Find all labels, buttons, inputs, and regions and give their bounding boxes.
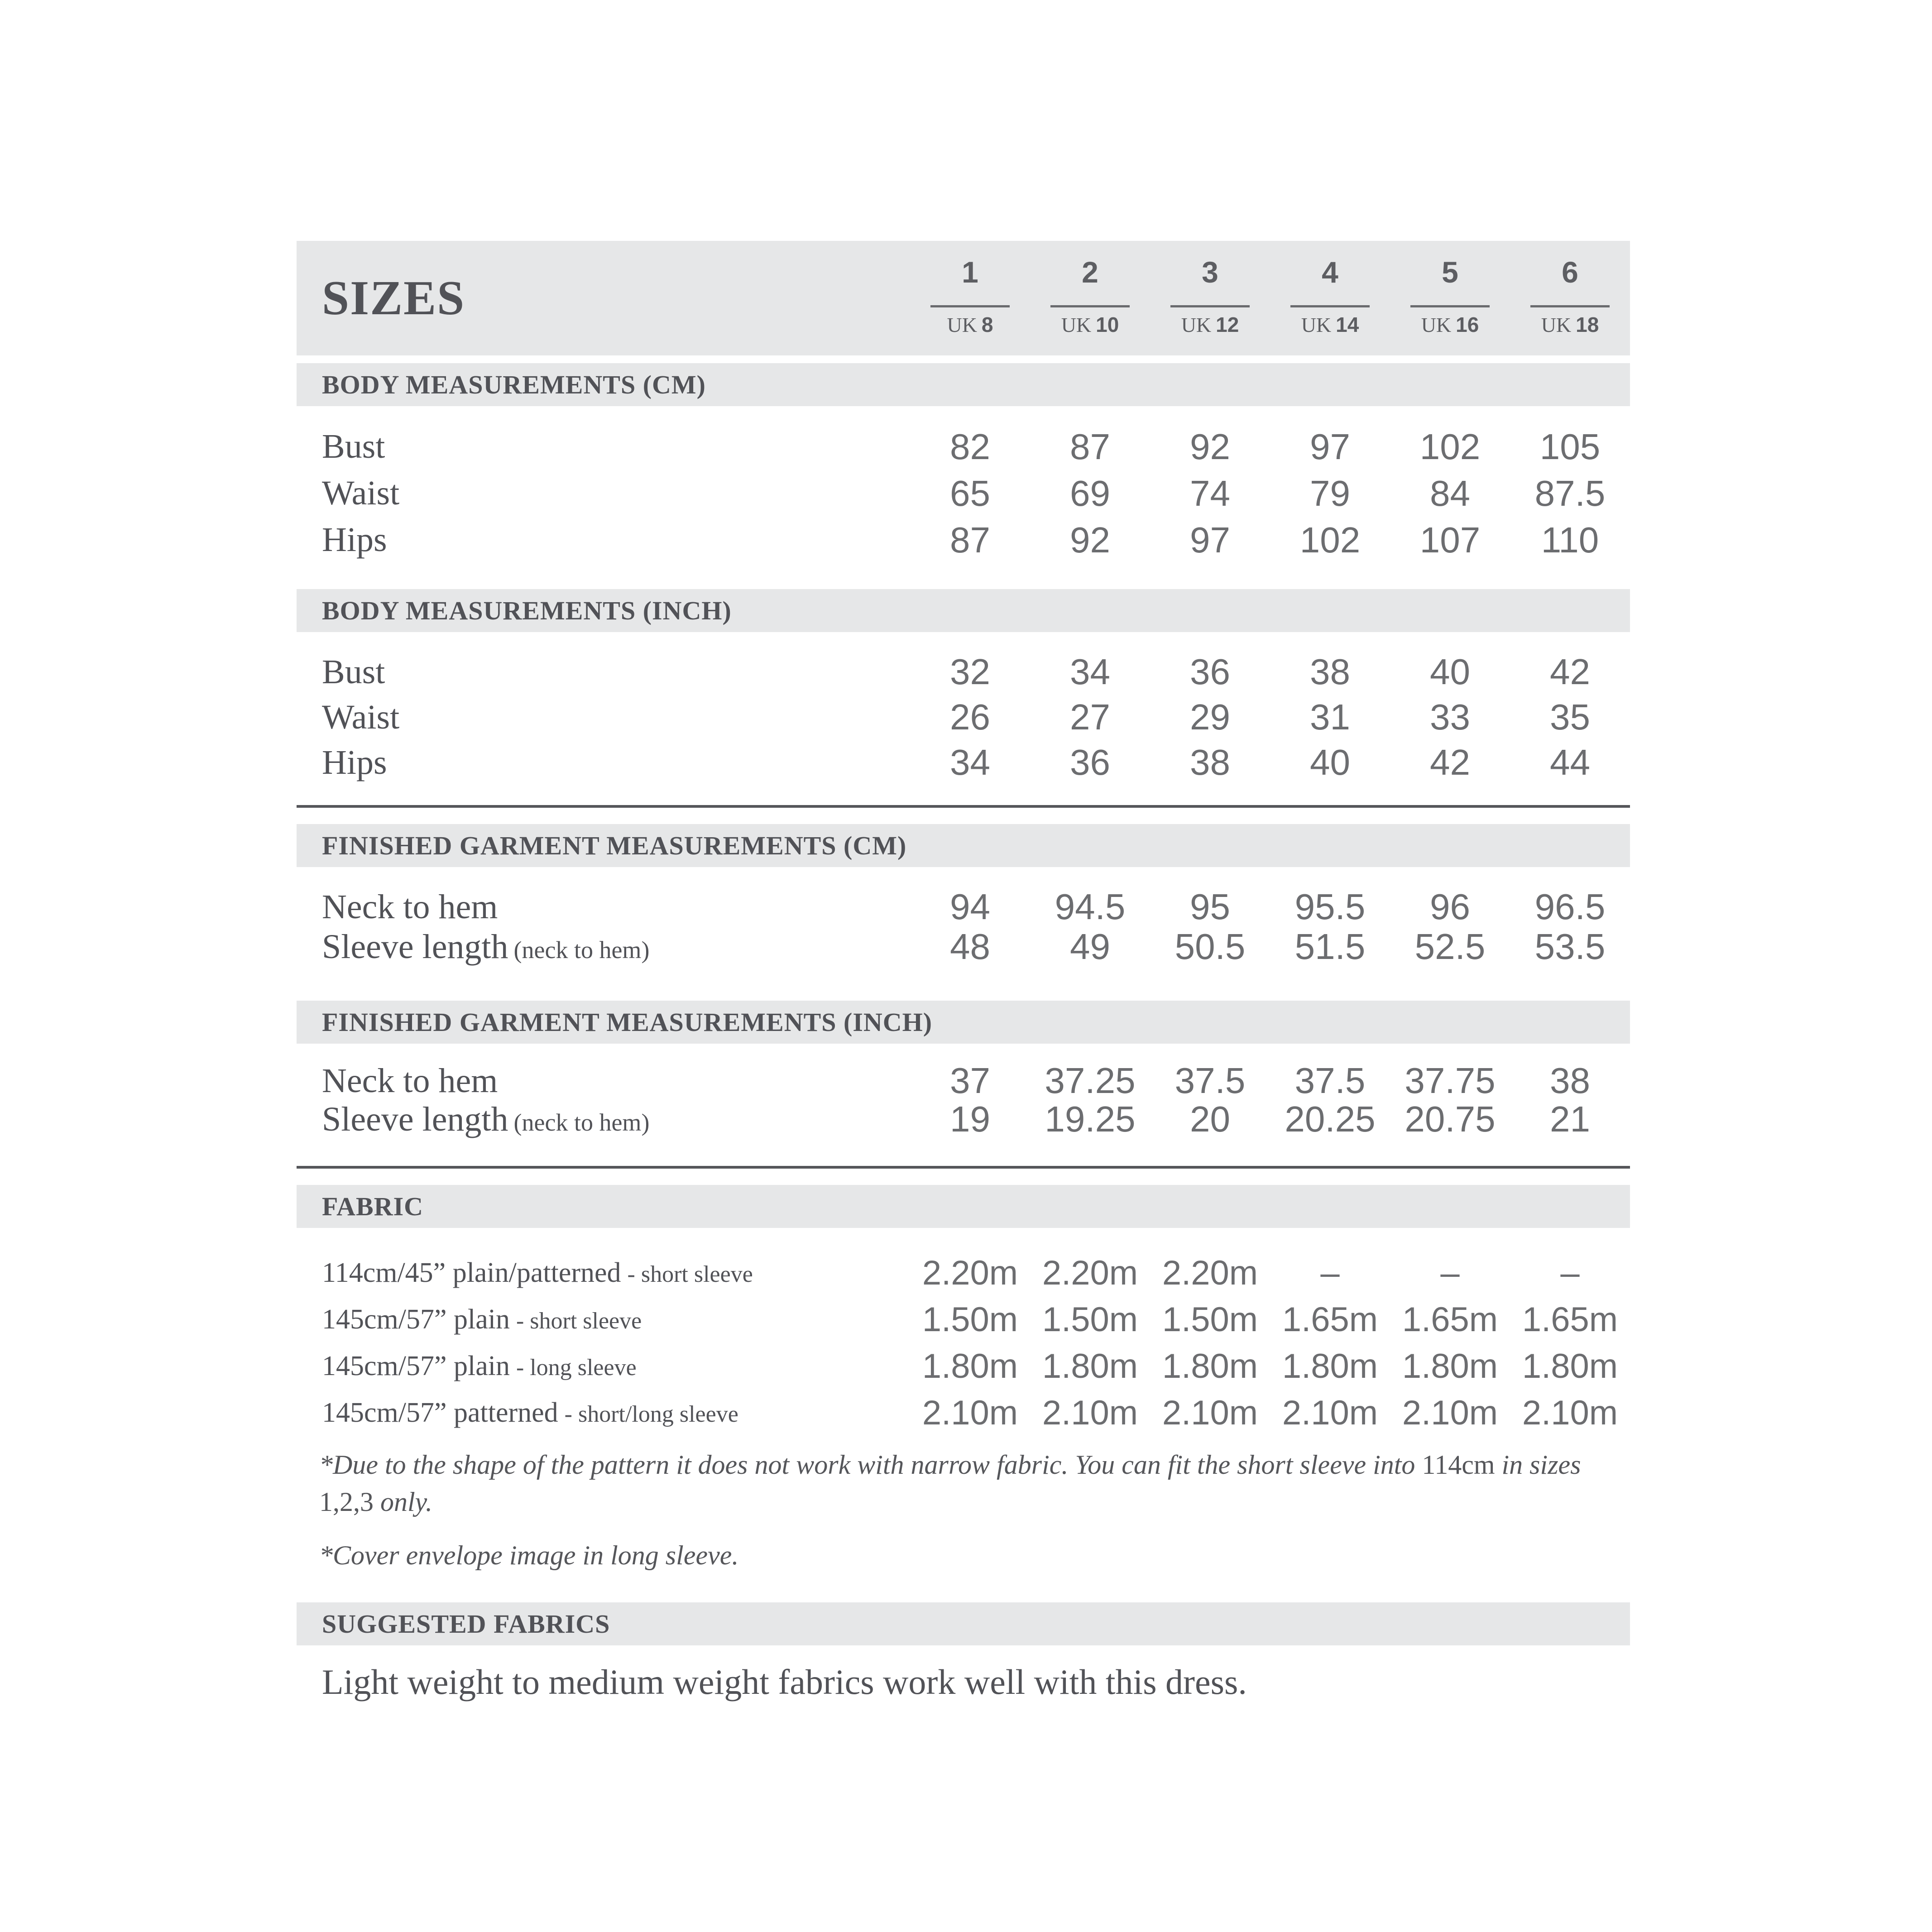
size-chart-content [297, 241, 1630, 1702]
table-row-neck-to-hem-cm [297, 886, 1630, 926]
table-row-sleeve-length-cm [297, 926, 1630, 966]
fabric-label-sub: - short sleeve [516, 1308, 642, 1334]
size-column-3 [1150, 241, 1270, 355]
note-segment: only. [374, 1487, 432, 1517]
size-underline [930, 305, 1010, 307]
row-label [297, 1061, 910, 1101]
row-label-text: Sleeve length [322, 1100, 508, 1138]
cell-value: 82 [950, 426, 990, 467]
cell-value: 2.20m [1042, 1254, 1138, 1292]
size-column-5 [1390, 241, 1510, 355]
size-number: 1 [962, 255, 978, 289]
cell-value: 52.5 [1414, 926, 1486, 967]
uk-size-number: 18 [1576, 313, 1599, 336]
size-underline [1410, 305, 1490, 307]
uk-prefix: UK [1061, 313, 1092, 336]
cell-value: 37 [950, 1060, 990, 1101]
cell-value: – [1320, 1254, 1340, 1292]
cell-value: 37.75 [1405, 1060, 1496, 1101]
table-row-hips-cm [297, 517, 1630, 563]
fabric-label-main: 114cm/45” plain/patterned [322, 1257, 621, 1288]
fabric-label-sub: - long sleeve [516, 1355, 637, 1381]
cell-value: 95.5 [1294, 887, 1366, 927]
fabric-label-sub: - short sleeve [627, 1261, 753, 1287]
cell-value: 50.5 [1175, 926, 1246, 967]
uk-prefix: UK [1421, 313, 1452, 336]
cell-value: 1.65m [1282, 1300, 1378, 1339]
cell-value: 2.10m [1522, 1394, 1618, 1432]
row-label: Bust [322, 652, 385, 691]
cell-value: 36 [1070, 742, 1110, 782]
cell-value: 32 [950, 652, 990, 692]
section-band-fgm-cm [297, 824, 1630, 867]
table-row-fabric-114-short [297, 1250, 1630, 1296]
cell-value: 74 [1190, 473, 1230, 513]
size-underline [1050, 305, 1130, 307]
cell-value: 35 [1550, 697, 1590, 737]
cell-value: 29 [1190, 697, 1230, 737]
cell-value: 102 [1299, 519, 1361, 560]
section-heading-fgm-cm: FINISHED GARMENT MEASUREMENTS (CM) [322, 831, 907, 860]
cell-value: 1.80m [1042, 1347, 1138, 1385]
cell-value: 2.20m [922, 1254, 1018, 1292]
cell-value: – [1560, 1254, 1580, 1292]
row-label: Waist [322, 698, 400, 736]
uk-prefix: UK [1181, 313, 1212, 336]
divider-rule [297, 805, 1630, 808]
cell-value: 97 [1310, 426, 1350, 467]
cell-value: 38 [1190, 742, 1230, 782]
cell-value: 1.80m [1162, 1347, 1258, 1385]
uk-size-label [1541, 314, 1599, 336]
table-row-fabric-145-plain-long [297, 1343, 1630, 1390]
cell-value: 40 [1310, 742, 1350, 782]
cell-value: 1.65m [1402, 1300, 1498, 1339]
cell-value: – [1440, 1254, 1460, 1292]
cell-value: 27 [1070, 697, 1110, 737]
cell-value: 1.50m [1162, 1300, 1258, 1339]
cell-value: 96 [1430, 887, 1470, 927]
row-label-note: (neck to hem) [513, 936, 650, 964]
section-band-body-cm [297, 363, 1630, 406]
section-heading-suggested-fabrics: SUGGESTED FABRICS [322, 1609, 610, 1639]
table-row-bust-cm [297, 423, 1630, 470]
row-label [297, 927, 910, 967]
size-column-4 [1270, 241, 1390, 355]
fgm-inch-rows [297, 1044, 1630, 1137]
cell-value: 34 [1070, 652, 1110, 692]
row-label [297, 1257, 910, 1289]
cell-value: 40 [1430, 652, 1470, 692]
size-underline [1290, 305, 1370, 307]
cell-value: 87.5 [1534, 473, 1606, 513]
cell-value: 1.50m [1042, 1300, 1138, 1339]
fabric-label-sub: - short/long sleeve [564, 1401, 738, 1427]
row-label-text: Sleeve length [322, 927, 508, 966]
cell-value: 2.20m [1162, 1254, 1258, 1292]
uk-size-label [1061, 314, 1119, 336]
cell-value: 53.5 [1534, 926, 1606, 967]
table-row-waist-cm [297, 470, 1630, 517]
row-label [297, 1397, 910, 1429]
note-segment: 114cm [1422, 1450, 1495, 1480]
uk-size-label [1181, 314, 1239, 336]
cell-value: 21 [1550, 1099, 1590, 1139]
cell-value: 79 [1310, 473, 1350, 513]
cell-value: 34 [950, 742, 990, 782]
cell-value: 51.5 [1294, 926, 1366, 967]
section-heading-body-cm: BODY MEASUREMENTS (CM) [322, 370, 706, 399]
page-title: SIZES [322, 271, 465, 325]
section-band-fabric [297, 1185, 1630, 1228]
cell-value: 1.65m [1522, 1300, 1618, 1339]
section-heading-fgm-inch: FINISHED GARMENT MEASUREMENTS (INCH) [322, 1007, 933, 1037]
size-number: 2 [1082, 255, 1098, 289]
uk-size-number: 10 [1096, 313, 1119, 336]
cell-value: 69 [1070, 473, 1110, 513]
cell-value: 97 [1190, 519, 1230, 560]
cell-value: 49 [1070, 926, 1110, 967]
cell-value: 1.80m [1522, 1347, 1618, 1385]
table-row-waist-inch [297, 695, 1630, 740]
cell-value: 92 [1190, 426, 1230, 467]
size-number: 3 [1202, 255, 1218, 289]
cell-value: 92 [1070, 519, 1110, 560]
cell-value: 2.10m [1282, 1394, 1378, 1432]
cell-value: 87 [1070, 426, 1110, 467]
cell-value: 110 [1541, 519, 1599, 560]
section-heading-body-inch: BODY MEASUREMENTS (INCH) [322, 596, 732, 625]
cell-value: 37.5 [1175, 1060, 1246, 1101]
cell-value: 44 [1550, 742, 1590, 782]
uk-prefix: UK [947, 313, 977, 336]
cover-note: *Cover envelope image in long sleeve. [319, 1540, 739, 1570]
uk-prefix: UK [1541, 313, 1572, 336]
table-row-fabric-145-patterned [297, 1390, 1630, 1436]
table-row-bust-inch [297, 649, 1630, 695]
note-segment: in sizes [1495, 1450, 1581, 1480]
spacer [297, 355, 1630, 363]
section-band-suggested-fabrics [297, 1602, 1630, 1645]
size-underline [1530, 305, 1610, 307]
cell-value: 94.5 [1055, 887, 1126, 927]
cell-value: 1.50m [922, 1300, 1018, 1339]
cell-value: 19 [950, 1099, 990, 1139]
uk-prefix: UK [1301, 313, 1332, 336]
table-row-fabric-145-plain-short [297, 1296, 1630, 1343]
cell-value: 2.10m [1162, 1394, 1258, 1432]
size-number: 6 [1562, 255, 1578, 289]
uk-size-number: 8 [981, 313, 993, 336]
uk-size-label [1421, 314, 1479, 336]
table-row-hips-inch [297, 740, 1630, 785]
cell-value: 37.5 [1294, 1060, 1366, 1101]
row-label-text: Neck to hem [322, 887, 498, 926]
cell-value: 2.10m [1042, 1394, 1138, 1432]
row-label: Waist [322, 474, 400, 512]
fgm-cm-rows [297, 867, 1630, 966]
cell-value: 38 [1550, 1060, 1590, 1101]
row-label: Hips [322, 743, 387, 781]
row-label: Hips [322, 521, 387, 559]
section-band-body-inch [297, 589, 1630, 632]
uk-size-number: 16 [1456, 313, 1479, 336]
size-column-1 [910, 241, 1030, 355]
cell-value: 36 [1190, 652, 1230, 692]
cell-value: 94 [950, 887, 990, 927]
uk-size-number: 12 [1216, 313, 1239, 336]
body-inch-rows [297, 632, 1630, 785]
divider-rule [297, 1166, 1630, 1169]
uk-size-number: 14 [1336, 313, 1359, 336]
sizes-title-cell [297, 241, 910, 355]
size-column-2 [1030, 241, 1150, 355]
row-label: Bust [322, 427, 385, 465]
cell-value: 42 [1550, 652, 1590, 692]
cell-value: 84 [1430, 473, 1470, 513]
row-label [297, 887, 910, 927]
row-label [297, 1100, 910, 1139]
cell-value: 107 [1419, 519, 1481, 560]
cell-value: 42 [1430, 742, 1470, 782]
uk-size-label [947, 314, 993, 336]
cell-value: 37.25 [1045, 1060, 1136, 1101]
cell-value: 2.10m [922, 1394, 1018, 1432]
size-underline [1170, 305, 1250, 307]
cell-value: 87 [950, 519, 990, 560]
row-label-text: Neck to hem [322, 1061, 498, 1100]
body-cm-rows [297, 406, 1630, 563]
note-segment: 1,2,3 [319, 1487, 374, 1517]
cell-value: 65 [950, 473, 990, 513]
cell-value: 19.25 [1045, 1099, 1136, 1139]
table-row-sleeve-length-inch [297, 1098, 1630, 1137]
cell-value: 102 [1419, 426, 1481, 467]
size-number: 4 [1322, 255, 1338, 289]
row-label [297, 1304, 910, 1336]
uk-size-label [1301, 314, 1359, 336]
cell-value: 1.80m [922, 1347, 1018, 1385]
row-label [297, 1350, 910, 1382]
cell-value: 31 [1310, 697, 1350, 737]
note-segment: *Due to the shape of the pattern it does not work with narrow fabric. You can fit the short sleeve into [319, 1450, 1422, 1480]
cell-value: 2.10m [1402, 1394, 1498, 1432]
size-number: 5 [1442, 255, 1458, 289]
cell-value: 38 [1310, 652, 1350, 692]
fabric-label-main: 145cm/57” plain [322, 1304, 510, 1335]
table-row-neck-to-hem-inch [297, 1060, 1630, 1101]
size-column-6 [1510, 241, 1630, 355]
cell-value: 96.5 [1534, 887, 1606, 927]
cell-value: 1.80m [1282, 1347, 1378, 1385]
cell-value: 33 [1430, 697, 1470, 737]
row-label-note: (neck to hem) [513, 1108, 650, 1136]
fabric-label-main: 145cm/57” patterned [322, 1397, 558, 1428]
cell-value: 20 [1190, 1099, 1230, 1139]
cell-value: 20.75 [1405, 1099, 1496, 1139]
cell-value: 95 [1190, 887, 1230, 927]
suggested-fabrics-text: Light weight to medium weight fabrics work well with this dress. [322, 1662, 1247, 1702]
cell-value: 1.80m [1402, 1347, 1498, 1385]
fabric-note [297, 1446, 1601, 1520]
cell-value: 48 [950, 926, 990, 967]
cell-value: 105 [1539, 426, 1601, 467]
fabric-rows [297, 1228, 1630, 1436]
fabric-label-main: 145cm/57” plain [322, 1351, 510, 1381]
sizes-header-band [297, 241, 1630, 355]
section-heading-fabric: FABRIC [322, 1192, 424, 1221]
cell-value: 20.25 [1285, 1099, 1376, 1139]
cell-value: 26 [950, 697, 990, 737]
section-band-fgm-inch [297, 1001, 1630, 1044]
